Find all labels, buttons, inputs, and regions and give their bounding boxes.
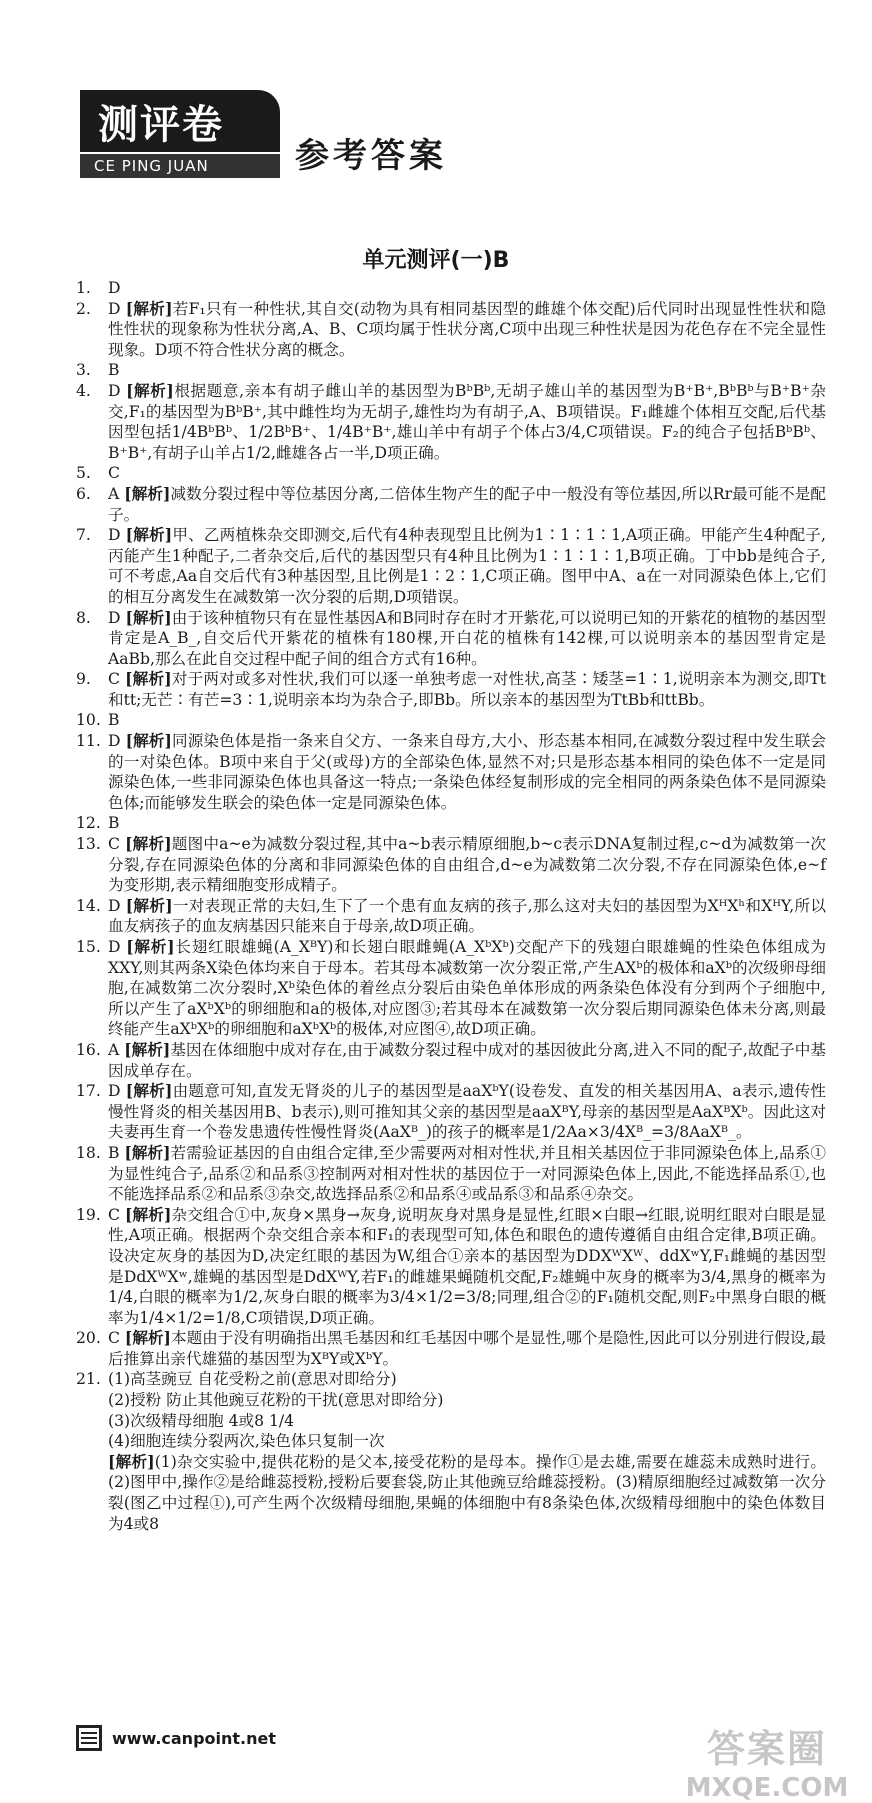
answer-item [76, 360, 826, 381]
answer-item [76, 525, 826, 607]
book-icon [76, 1725, 102, 1751]
q21-line [76, 1390, 826, 1411]
section-title: 单元测评(一)B [362, 248, 510, 273]
watermark-bottom: MXQE.COM [685, 1773, 849, 1803]
answer-number: 13. [76, 835, 101, 854]
answer-choice: C [108, 1205, 120, 1224]
answer-item [76, 731, 826, 813]
answer-text [108, 1205, 826, 1329]
answer-text [108, 896, 826, 937]
answer-text [108, 1369, 826, 1390]
answer-item [76, 1040, 826, 1081]
analysis-label: [解析] [124, 483, 171, 503]
logo [80, 90, 280, 178]
answer-item [76, 608, 826, 670]
answer-number: 6. [76, 484, 91, 503]
answer-number: 11. [76, 732, 101, 751]
analysis-text: 若F₁只有一种性状,其自交(动物为具有相同基因型的雌雄个体交配)后代同时出现显性性状和隐性性状的现象称为性状分离,A、B、C项均属于性状分离,C项中出现三种性状是因为花色存在不完全显性现象。D项不符合性状分离的概念。 [108, 299, 826, 359]
indent [76, 1411, 108, 1432]
answer-item [76, 463, 826, 484]
answer-choice: B [108, 361, 120, 380]
answer-choice: D [108, 938, 121, 956]
watermark-top: 答案圈 [706, 1727, 827, 1771]
analysis-label: [解析] [124, 1142, 171, 1162]
footer [76, 1725, 276, 1751]
answer-number: 12. [76, 814, 101, 833]
q21-line-text: (3)次级精母细胞 4或8 1/4 [108, 1411, 295, 1430]
analysis-label: [解析] [125, 1204, 172, 1224]
answer-item [76, 937, 826, 1040]
answer-number: 7. [76, 526, 91, 545]
indent [76, 1431, 108, 1452]
answer-number: 20. [76, 1329, 101, 1348]
analysis-text: (1)杂交实验中,提供花粉的是父本,接受花粉的是母本。操作①是去雄,需要在雄蕊未成熟时进行。(2)图甲中,操作②是给雌蕊授粉,授粉后要套袋,防止其他豌豆给雌蕊授粉。(3)精原细胞经过减数第一次分裂(图乙中过程①),可产生两个次级精母细胞,果蝇的体细胞中有8条染色体,次级精母细胞中的染色体数目为4或8 [108, 1452, 826, 1533]
answer-choice: D [108, 526, 121, 545]
analysis-text: 由题意可知,直发无肾炎的儿子的基因型是aaXᵇY(设卷发、直发的相关基因用A、a表示,遗传性慢性肾炎的相关基因用B、b表示),则可推知其父亲的基因型是aaXᴮY,母亲的基因型是AaXᴮXᵇ。因此这对夫妻再生育一个卷发患遗传性慢性肾炎(AaXᴮ_)的孩子的概率是1/2Aa×3/4Xᴮ_=3/8AaXᴮ_。 [108, 1082, 826, 1142]
answer-number: 2. [76, 299, 91, 318]
analysis-text: 若需验证基因的自由组合定律,至少需要两对相对性状,并且相关基因位于非同源染色体上,品系①为显性纯合子,品系②和品系③控制两对相对性状的基因位于一对同源染色体上,因此,不能选择品系①,也不能选择品系②和品系③杂交,故选择品系②和品系④或品系③和品系④杂交。 [108, 1143, 826, 1204]
answer-choice: D [108, 299, 121, 318]
answer-item [76, 381, 826, 463]
answer-item [76, 896, 826, 937]
page-title: 参考答案 [295, 136, 447, 176]
answer-text [108, 1143, 826, 1205]
analysis-label: [解析] [125, 834, 172, 854]
answer-number: 16. [76, 1040, 101, 1059]
answer-number: 17. [76, 1082, 101, 1101]
answer-number: 15. [76, 938, 101, 956]
watermark [672, 1718, 862, 1803]
answer-text [108, 731, 826, 813]
answer-text [108, 484, 826, 525]
analysis-text: 对于两对或多对性状,我们可以逐一单独考虑一对性状,高茎∶矮茎=1∶1,说明亲本为测交,即Tt和tt;无芒∶有芒=3∶1,说明亲本均为杂合子,即Bb。所以亲本的基因型为TtBb和ttBb。 [108, 670, 826, 709]
q21-line [76, 1411, 826, 1432]
answer-number: 18. [76, 1143, 101, 1162]
answer-number: 19. [76, 1205, 101, 1224]
answer-number: 5. [76, 464, 91, 483]
answer-text [108, 1040, 826, 1081]
footer-url[interactable]: www.canpoint.net [112, 1728, 277, 1748]
answer-item [76, 834, 826, 896]
answer-text [108, 278, 826, 299]
answer-text [108, 937, 826, 1040]
answer-choice: (1)高茎豌豆 自花受粉之前(意思对即给分) [108, 1370, 397, 1389]
answer-text [108, 813, 826, 834]
analysis-text: 杂交组合①中,灰身×黑身→灰身,说明灰身对黑身是显性,红眼×白眼→红眼,说明红眼对白眼是显性,A项正确。根据两个杂交组合亲本和F₁的表现型可知,体色和眼色的遗传遵循自由组合定律,B项正确。设决定灰身的基因为D,决定红眼的基因为W,组合①亲本的基因型为DDXᵂXᵂ、ddXʷY,F₁雌蝇的基因型是DdXᵂXʷ,雄蝇的基因型是DdXᵂY,若F₁的雌雄果蝇随机交配,F₂雄蝇中灰身的概率为3/4,黑身的概率为1/4,白眼的概率为1/2,灰身白眼的概率为3/4×1/2=3/8;同理,组合②的F₁随机交配,则F₂中黑身白眼的概率为1/4×1/2=1/8,C项错误,D项正确。 [108, 1205, 827, 1327]
answer-choice: C [108, 835, 120, 854]
answer-choice: D [108, 381, 121, 400]
analysis-label: [解析] [108, 1451, 155, 1471]
answer-number: 9. [76, 670, 91, 689]
answer-choice: D [108, 1082, 121, 1101]
answer-item [76, 278, 826, 299]
analysis-text: 由于该种植物只有在显性基因A和B同时存在时才开紫花,可以说明已知的开紫花的植物的基因型肯定是A_B_,自交后代开紫花的植株有180棵,开白花的植株有142棵,可以说明亲本的基因型肯定是AaBb,那么在此自交过程中配子间的组合方式有16种。 [108, 608, 826, 668]
answer-item [76, 1143, 826, 1205]
answer-number: 10. [76, 711, 101, 730]
answer-text [108, 834, 826, 896]
answer-text [108, 1328, 826, 1369]
answer-choice: A [108, 1040, 120, 1059]
answer-number: 21. [76, 1370, 101, 1389]
analysis-label: [解析] [125, 607, 172, 627]
answer-text [108, 463, 826, 484]
answer-choice: B [108, 711, 120, 730]
q21-analysis [76, 1452, 826, 1534]
answer-list [76, 278, 826, 1534]
answer-item [76, 669, 826, 710]
answer-choice: B [108, 814, 120, 833]
analysis-text: 根据题意,亲本有胡子雌山羊的基因型为BᵇBᵇ,无胡子雄山羊的基因型为B⁺B⁺,BᵇBᵇ与B⁺B⁺杂交,F₁的基因型为BᵇB⁺,其中雌性均为无胡子,雄性均为有胡子,A、B项错误。F₁雌雄个体相互交配,后代基因型包括1/4BᵇBᵇ、1/2BᵇB⁺、1/4B⁺B⁺,雄山羊中有胡子个体占3/4,C项错误。F₂的纯合子包括BᵇBᵇ、B⁺B⁺,有胡子山羊占1/2,雌雄各占一半,D项正确。 [108, 381, 826, 462]
analysis-text: 一对表现正常的夫妇,生下了一个患有血友病的孩子,那么这对夫妇的基因型为XᴴXʰ和XᴴY,所以血友病孩子的血友病基因只能来自于母亲,故D项正确。 [108, 896, 826, 936]
indent [76, 1390, 108, 1411]
answer-choice: D [108, 279, 121, 297]
answer-item [76, 710, 826, 731]
answer-choice: C [108, 670, 120, 689]
answer-text [108, 360, 826, 381]
answer-item [76, 299, 826, 361]
answer-text [108, 608, 826, 670]
answer-number: 4. [76, 381, 91, 400]
analysis-label: [解析] [125, 669, 172, 689]
q21-line-text: (4)细胞连续分裂两次,染色体只复制一次 [108, 1432, 385, 1451]
answer-choice: C [108, 464, 120, 483]
answer-number: 3. [76, 361, 91, 380]
q21-line-text: (2)授粉 防止其他豌豆花粉的干扰(意思对即给分) [108, 1391, 444, 1410]
logo-sub: CE PING JUAN [80, 154, 280, 178]
answer-choice: D [108, 896, 121, 915]
analysis-text: 同源染色体是指一条来自父方、一条来自母方,大小、形态基本相同,在减数分裂过程中发生联会的一对染色体。B项中来自于父(或母)方的全部染色体,显然不对;只是形态基本相同的染色体不一定是同源染色体,一些非同源染色体也具备这一特点;一条染色体经复制形成的完全相同的两条染色体不是同源染色体;而能够发生联会的染色体一定是同源染色体。 [108, 732, 826, 812]
analysis-label: [解析] [125, 298, 173, 318]
answer-choice: D [108, 732, 121, 751]
q21-analysis-text [108, 1452, 826, 1534]
answer-item [76, 484, 826, 525]
answer-choice: A [108, 484, 120, 503]
answer-item [76, 813, 826, 834]
answer-text [108, 1081, 826, 1143]
answer-item [76, 1205, 826, 1329]
answer-choice: D [108, 608, 121, 627]
answer-text [108, 299, 826, 361]
answer-item [76, 1369, 826, 1390]
answer-choice: B [108, 1143, 120, 1162]
analysis-text: 题图中a~e为减数分裂过程,其中a~b表示精原细胞,b~c表示DNA复制过程,c~d为减数第一次分裂,存在同源染色体的分离和非同源染色体的自由组合,d~e为减数第二次分裂,不存在同源染色体,e~f为变形期,表示精细胞变形成精子。 [108, 835, 826, 895]
answer-number: 8. [76, 608, 91, 627]
analysis-label: [解析] [125, 895, 173, 915]
q21-line [76, 1431, 826, 1452]
answer-text [108, 669, 826, 710]
answer-text [108, 710, 826, 731]
indent [76, 1452, 108, 1534]
logo-main: 测评卷 [80, 90, 280, 152]
answer-number: 14. [76, 896, 101, 915]
analysis-label: [解析] [126, 380, 174, 400]
analysis-label: [解析] [125, 525, 173, 545]
analysis-text: 减数分裂过程中等位基因分离,二倍体生物产生的配子中一般没有等位基因,所以Rr最可能不是配子。 [108, 484, 826, 524]
analysis-label: [解析] [125, 1081, 173, 1101]
answer-number: 1. [76, 279, 91, 297]
analysis-text: 基因在体细胞中成对存在,由于减数分裂过程中成对的基因彼此分离,进入不同的配子,故配子中基因成单存在。 [108, 1040, 826, 1080]
analysis-label: [解析] [124, 1328, 171, 1348]
answer-text [108, 525, 826, 607]
answer-text [108, 381, 826, 463]
answer-item [76, 1081, 826, 1143]
analysis-label: [解析] [126, 937, 175, 956]
answer-choice: C [108, 1329, 120, 1348]
analysis-label: [解析] [124, 1039, 171, 1059]
analysis-text: 本题由于没有明确指出黑毛基因和红毛基因中哪个是显性,哪个是隐性,因此可以分别进行假设,最后推算出亲代雄猫的基因型为XᴮY或XᵇY。 [108, 1329, 826, 1368]
answer-item [76, 1328, 826, 1369]
analysis-text: 长翅红眼雄蝇(A_XᴮY)和长翅白眼雌蝇(A_XᵇXᵇ)交配产下的残翅白眼雄蝇的性染色体组成为XXY,则其两条X染色体均来自于母本。若其母本减数第一次分裂正常,产生AXᵇ的极体和aXᵇ的次级卵母细胞,在减数第二次分裂时,Xᵇ染色体的着丝点分裂后由染色单体形成的两条染色体没有分到两个子细胞中,所以产生了aXᵇXᵇ的卵细胞和a的极体,对应图③;若其母本在减数第一次分裂后期同源染色体未分离,则最终能产生aXᵇXᵇ的卵细胞和aXᵇXᵇ的极体,对应图④,故D项正确。 [108, 938, 826, 1039]
analysis-label: [解析] [125, 731, 172, 751]
analysis-text: 甲、乙两植株杂交即测交,后代有4种表现型且比例为1∶1∶1∶1,A项正确。甲能产生4种配子,丙能产生1种配子,二者杂交后,后代的基因型只有4种且比例为1∶1∶1∶1,B项正确。丁中bb是纯合子,可不考虑,Aa自交后代有3种基因型,且比例是1∶2∶1,C项正确。图甲中A、a在一对同源染色体上,它们的相互分离发生在减数第一次分裂的后期,D项错误。 [108, 526, 826, 606]
